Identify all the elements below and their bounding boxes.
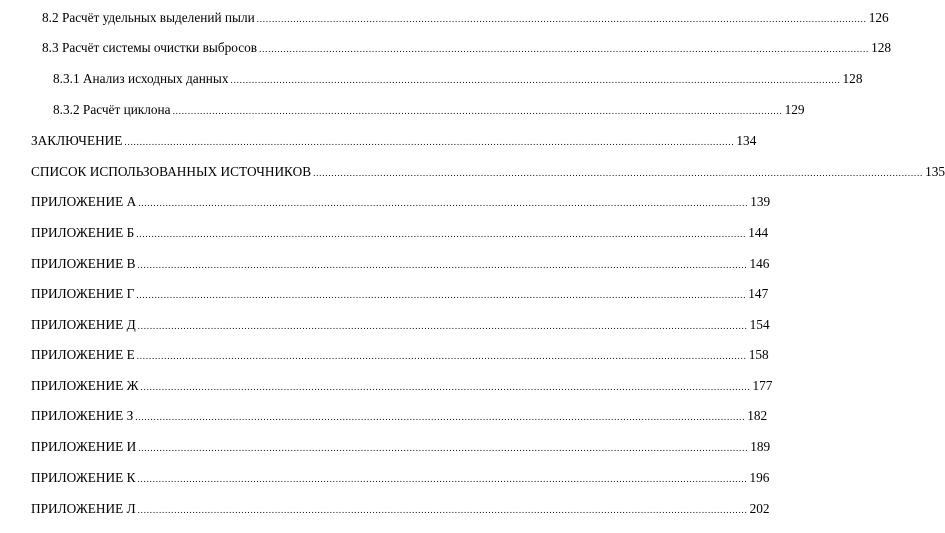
toc-page-number: 144 — [748, 225, 769, 240]
toc-page-number: 158 — [748, 347, 769, 362]
toc-page-number: 134 — [736, 133, 757, 148]
toc-entry-appendix-k[interactable] — [0, 469, 770, 487]
toc-dot-leader: ........................................................................................................................................................................................................ — [136, 290, 747, 300]
toc-page-number: 177 — [752, 378, 773, 393]
toc-entry-title: ПРИЛОЖЕНИЕ В — [31, 256, 136, 271]
toc-page-number: 129 — [784, 102, 805, 117]
toc-entry-appendix-i[interactable] — [0, 438, 771, 456]
toc-page-number: 146 — [749, 256, 770, 271]
toc-page-number: 196 — [749, 470, 770, 485]
toc-page-number: 128 — [871, 40, 892, 55]
toc-dot-leader: ........................................................................................................................................................................................................ — [138, 198, 749, 208]
toc-page-number: 128 — [842, 71, 863, 86]
toc-entry-title: ЗАКЛЮЧЕНИЕ — [31, 133, 123, 148]
toc-entry-title: 8.3.1 Анализ исходных данных — [53, 71, 229, 86]
toc-dot-leader: ........................................................................................................................................................................................................ — [137, 505, 748, 515]
toc-entry-appendix-a[interactable] — [0, 193, 771, 211]
toc-entry-8-3-1[interactable] — [0, 70, 863, 88]
toc-entry-title: ПРИЛОЖЕНИЕ Г — [31, 286, 135, 301]
toc-dot-leader: ........................................................................................................................................................................................................ — [124, 137, 735, 147]
toc-entry-title: 8.3 Расчёт системы очистки выбросов — [42, 40, 258, 55]
toc-page-number: 139 — [750, 194, 771, 209]
toc-entry-title: ПРИЛОЖЕНИЕ Д — [31, 317, 136, 332]
toc-entry-appendix-e[interactable] — [0, 346, 769, 364]
toc-page-number: 189 — [750, 439, 771, 454]
toc-dot-leader: ........................................................................................................................................................................................................ — [138, 443, 749, 453]
toc-entry-title: СПИСОК ИСПОЛЬЗОВАННЫХ ИСТОЧНИКОВ — [31, 164, 312, 179]
toc-dot-leader: ........................................................................................................................................................................................................ — [136, 351, 747, 361]
toc-dot-leader: ........................................................................................................................................................................................................ — [135, 412, 746, 422]
toc-dot-leader: ........................................................................................................................................................................................................ — [259, 44, 870, 54]
toc-entry-appendix-l[interactable] — [0, 500, 770, 518]
toc-entry-references[interactable] — [0, 163, 945, 181]
toc-page-number: 126 — [868, 10, 889, 25]
toc-entry-appendix-zh[interactable] — [0, 377, 773, 395]
toc-entry-title: 8.3.2 Расчёт циклона — [53, 102, 171, 117]
toc-dot-leader: ........................................................................................................................................................................................................ — [137, 321, 748, 331]
toc-entry-appendix-b[interactable] — [0, 224, 769, 242]
toc-dot-leader: ........................................................................................................................................................................................................ — [313, 168, 924, 178]
toc-entry-8-2[interactable] — [0, 9, 889, 27]
toc-entry-title: 8.2 Расчёт удельных выделений пыли — [42, 10, 255, 25]
toc-entry-title: ПРИЛОЖЕНИЕ К — [31, 470, 136, 485]
toc-dot-leader: ........................................................................................................................................................................................................ — [136, 229, 747, 239]
toc-dot-leader: ........................................................................................................................................................................................................ — [140, 382, 751, 392]
toc-entry-title: ПРИЛОЖЕНИЕ Ж — [31, 378, 139, 393]
toc-entry-8-3-2[interactable] — [0, 101, 805, 119]
toc-entry-title: ПРИЛОЖЕНИЕ И — [31, 439, 137, 454]
toc-page-number: 182 — [747, 408, 768, 423]
toc-entry-appendix-g[interactable] — [0, 285, 769, 303]
toc-entry-title: ПРИЛОЖЕНИЕ Л — [31, 501, 136, 516]
toc-entry-title: ПРИЛОЖЕНИЕ А — [31, 194, 137, 209]
toc-entry-title: ПРИЛОЖЕНИЕ З — [31, 408, 134, 423]
toc-dot-leader: ........................................................................................................................................................................................................ — [172, 106, 783, 116]
toc-dot-leader: ........................................................................................................................................................................................................ — [256, 14, 867, 24]
toc-page-number: 154 — [749, 317, 770, 332]
toc-entry-title: ПРИЛОЖЕНИЕ Е — [31, 347, 135, 362]
toc-entry-8-3[interactable] — [0, 39, 892, 57]
toc-entry-appendix-d[interactable] — [0, 316, 770, 334]
toc-dot-leader: ........................................................................................................................................................................................................ — [230, 75, 841, 85]
toc-entry-title: ПРИЛОЖЕНИЕ Б — [31, 225, 135, 240]
toc-dot-leader: ........................................................................................................................................................................................................ — [137, 474, 748, 484]
toc-page-number: 147 — [748, 286, 769, 301]
toc-entry-appendix-v[interactable] — [0, 255, 770, 273]
toc-entry-appendix-z[interactable] — [0, 407, 768, 425]
toc-page-number: 202 — [749, 501, 770, 516]
toc-page-number: 135 — [925, 164, 945, 179]
toc-dot-leader: ........................................................................................................................................................................................................ — [137, 260, 748, 270]
toc-entry-conclusion[interactable] — [0, 132, 757, 150]
